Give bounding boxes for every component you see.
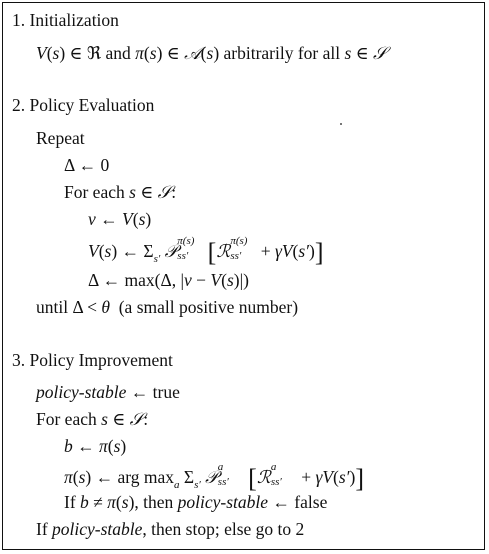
policy-update-line: π(s) ← arg $\max_a \Sigma_{s'}$ 𝒫 a ss′ [ℛ a ss′ + γV(s′)] xyxy=(64,461,364,493)
eval-for-each-line: For each s ∈ 𝒮: xyxy=(64,182,177,203)
repeat-line: Repeat xyxy=(36,128,85,148)
stable-init-line: policy-stable ← true xyxy=(36,382,180,402)
section-1-heading: 1. Initialization xyxy=(12,10,119,30)
section-3-heading: 3. Policy Improvement xyxy=(12,350,173,370)
if-changed-line: If b ≠ π(s), then policy-stable ← false xyxy=(64,492,328,512)
delta-init-line: Δ ← 0 xyxy=(64,155,110,175)
until-line: until Δ < θ (a small positive number) xyxy=(36,297,299,317)
stop-line: If policy-stable, then stop; else go to 2 xyxy=(36,519,305,539)
speck xyxy=(340,123,342,125)
b-assign-line: b ← π(s) xyxy=(64,436,127,456)
value-update-line: V(s) ← $\Sigma_{s'}$ 𝒫 π(s) ss′ [ℛ π(s) ss′ + γV(s′)] xyxy=(88,235,324,267)
section-2-heading: 2. Policy Evaluation xyxy=(12,95,155,115)
improve-for-each-line: For each s ∈ 𝒮: xyxy=(36,409,149,430)
v-assign-line: v ← V(s) xyxy=(88,209,152,229)
init-line: V(s) ∈ ℜ and π(s) ∈ 𝒜(s) arbitrarily for all s ∈ 𝒮 xyxy=(36,43,387,64)
delta-update-line: Δ ← max(Δ, |v − V(s)|) xyxy=(88,270,249,290)
